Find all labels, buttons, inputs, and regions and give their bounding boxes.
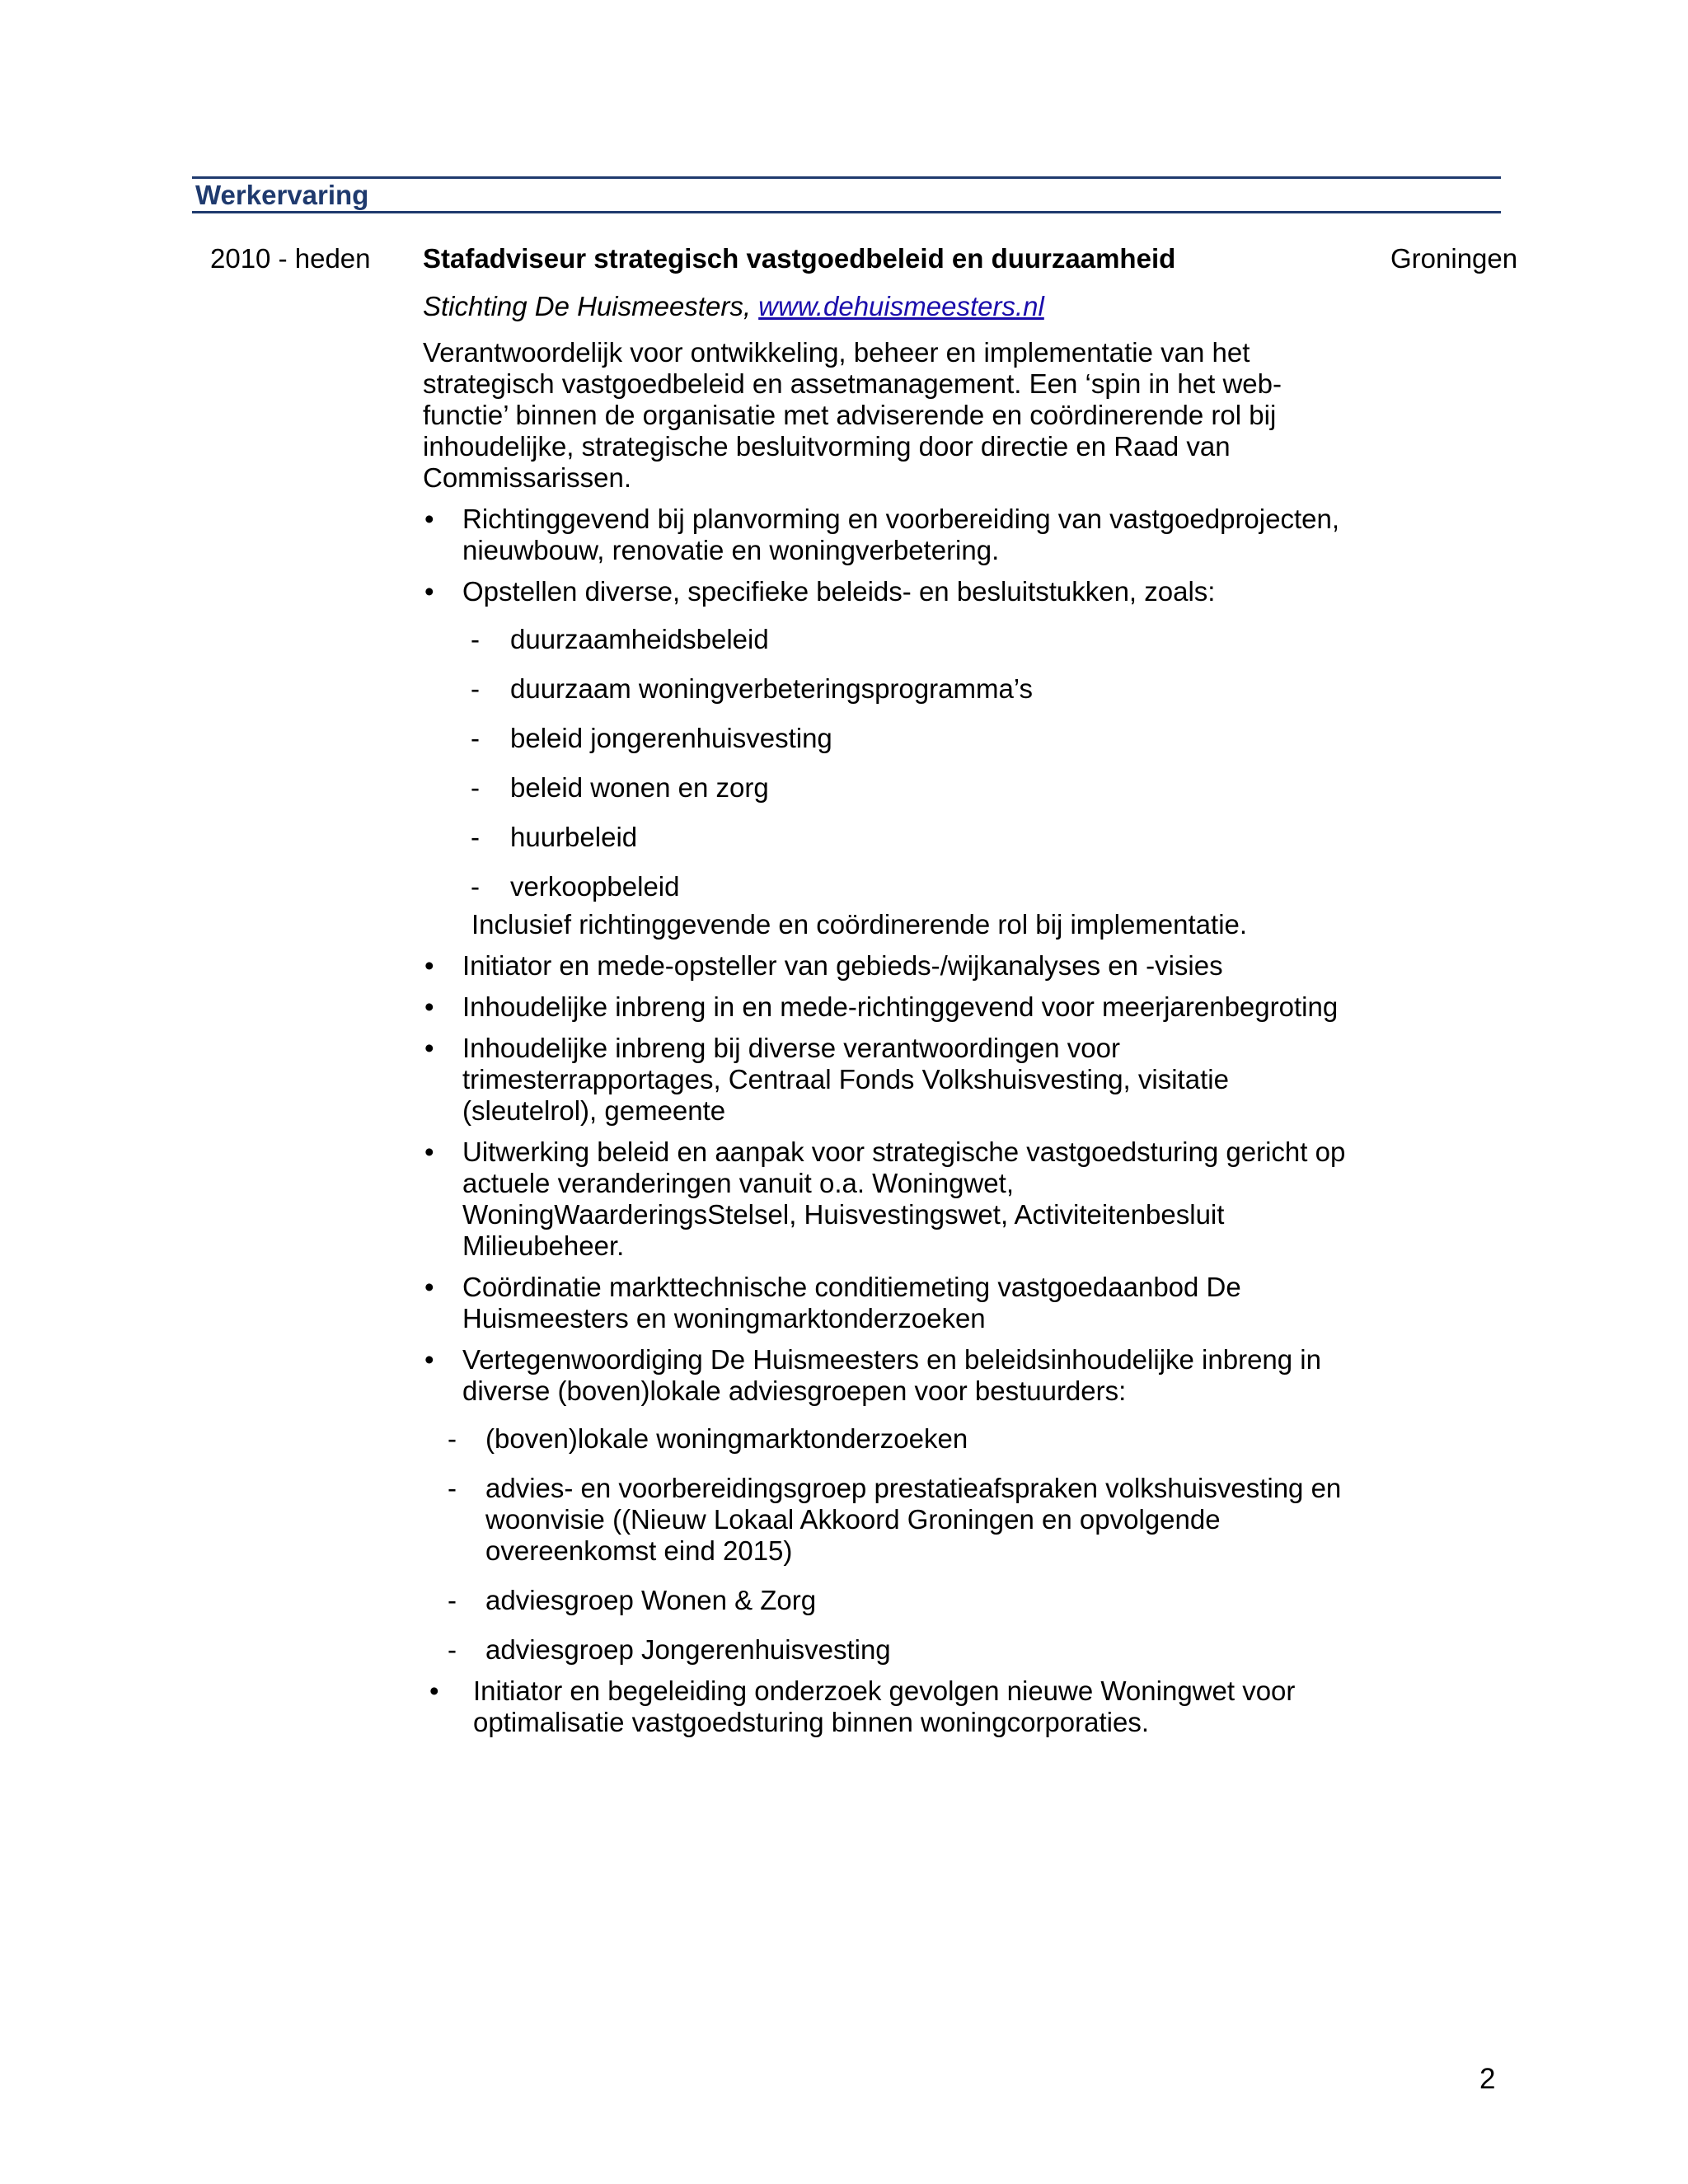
section-bottom-rule <box>192 211 1501 213</box>
advisory-group-item: - adviesgroep Wonen & Zorg <box>423 1585 1346 1616</box>
employer-name: Stichting De Huismeesters, <box>423 291 759 321</box>
employer-line <box>423 291 1346 322</box>
bullet-item: • Initiator en mede-opsteller van gebieds-/wijkanalyses en -visies <box>423 950 1346 982</box>
job-period: 2010 - heden <box>210 243 371 274</box>
bullet-item: • Opstellen diverse, specifieke beleids- en besluitstukken, zoals: <box>423 576 1346 607</box>
policy-item: - duurzaam woningverbeteringsprogramma’s <box>423 673 1346 705</box>
job-entry <box>423 243 1346 1738</box>
bullet-item: • Uitwerking beleid en aanpak voor strategische vastgoedsturing gericht op actuele veranderingen vanuit o.a. Woningwet, WoningWaarderingsStelsel, Huisvestingswet, Activiteitenbesluit Milieubeheer. <box>423 1137 1346 1262</box>
bullet-item: • Inhoudelijke inbreng in en mede-richtinggevend voor meerjarenbegroting <box>423 991 1346 1023</box>
policy-item: - verkoopbeleid <box>423 871 1346 902</box>
policy-note: Inclusief richtinggevende en coördinerende rol bij implementatie. <box>471 909 1248 940</box>
advisory-group-item: - adviesgroep Jongerenhuisvesting <box>423 1634 1346 1666</box>
advisory-group-item: - (boven)lokale woningmarktonderzoeken <box>423 1423 1346 1455</box>
bullet-item: • Richtinggevend bij planvorming en voorbereiding van vastgoedprojecten, nieuwbouw, renovatie en woningverbetering. <box>423 504 1346 566</box>
advisory-group-item: - advies- en voorbereidingsgroep prestatieafspraken volkshuisvesting en woonvisie ((Nieuw Lokaal Akkoord Groningen en opvolgende overeenkomst eind 2015) <box>423 1473 1346 1567</box>
job-title: Stafadviseur strategisch vastgoedbeleid en duurzaamheid <box>423 243 1176 274</box>
policy-item: - beleid wonen en zorg <box>423 772 1346 804</box>
policy-item: - beleid jongerenhuisvesting <box>423 723 1346 754</box>
bullet-item: • Inhoudelijke inbreng bij diverse verantwoordingen voor trimesterrapportages, Centraal Fonds Volkshuisvesting, visitatie (sleutelrol), gemeente <box>423 1033 1346 1127</box>
policy-item: - duurzaamheidsbeleid <box>423 624 1346 655</box>
job-description: Verantwoordelijk voor ontwikkeling, beheer en implementatie van het strategisch vastgoedbeleid en assetmanagement. Een ‘spin in het web-functie’ binnen de organisatie met adviserende en coördinerende rol bij inhoudelijke, strategische besluitvorming door directie en Raad van Commissarissen. <box>423 337 1282 493</box>
page-number: 2 <box>1479 2063 1496 2095</box>
bullet-item: • Vertegenwoordiging De Huismeesters en beleidsinhoudelijke inbreng in diverse (boven)lokale adviesgroepen voor bestuurders: <box>423 1344 1346 1407</box>
bullet-item: • Coördinatie markttechnische conditiemeting vastgoedaanbod De Huismeesters en woningmarktonderzoeken <box>423 1272 1346 1334</box>
section-top-rule <box>192 176 1501 179</box>
policy-item: - huurbeleid <box>423 822 1346 853</box>
section-title: Werkervaring <box>195 180 369 210</box>
employer-link[interactable]: www.dehuismeesters.nl <box>758 291 1044 321</box>
bullet-item: • Initiator en begeleiding onderzoek gevolgen nieuwe Woningwet voor optimalisatie vastgoedsturing binnen woningcorporaties. <box>423 1675 1346 1738</box>
job-location: Groningen <box>1390 243 1518 274</box>
